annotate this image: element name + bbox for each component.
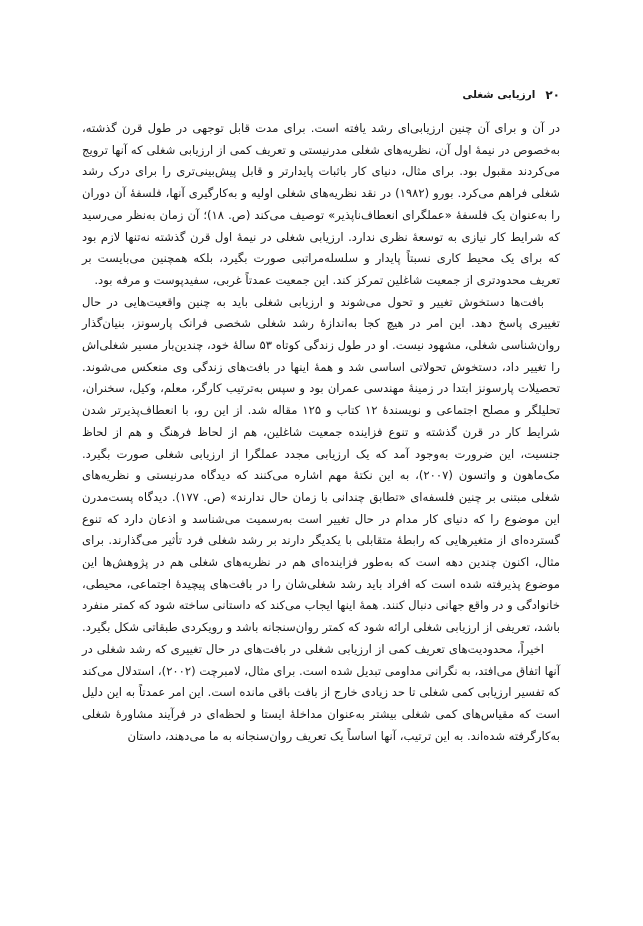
paragraph-2: بافت‌ها دستخوش تغییر و تحول می‌شوند و ارزیابی شغلی باید به چنین واقعیت‌هایی در حال تغییری پاسخ دهد. این امر در هیچ کجا به‌اندازهٔ رشد شغلی شخصی فرانک پارسونز، بنیان‌گذار روان‌شناسی شغلی، مشهود نیست. او در طول زندگی کوتاه ۵۳ سالهٔ خود، چندین‌بار مسیر شغلی‌اش را تغییر داد، دستخوش تحولاتی اساسی شد و همهٔ اینها در بافت‌های زندگی وی منعکس می‌شوند. تحصیلات پارسونز ابتدا در زمینهٔ مهندسی عمران بود و سپس به‌ترتیب کارگر، معلم، وکیل، سخنران، تحلیلگر و مصلح اجتماعی و نویسندهٔ ۱۲ کتاب و ۱۲۵ مقاله شد. از این رو، با انعطاف‌پذیرتر شدن شرایط کار در قرن گذشته و تنوع فزاینده جمعیت شاغلین، هم از لحاظ فرهنگ و هم از لحاظ جنسیت، این ضرورت به‌وجود آمد که یک ارزیابی مجدد عملگرا از ارزیابی شغلی صورت بگیرد. مک‌ماهون و واتسون (۲۰۰۷)، به این نکتهٔ مهم اشاره می‌کنند که دیدگاه مدرنیستی و نظریه‌های شغلی مبتنی بر چنین فلسفه‌ای «تطابق چندانی با زمان حال ندارند» (ص. ۱۷۷). دیدگاه پست‌مدرن این موضوع را که دنیای کار مدام در حال تغییر است به‌رسمیت می‌شناسد و اذعان دارد که تنوع گسترده‌ای از متغیرهایی که رابطهٔ متقابلی با یکدیگر دارند بر رشد شغلی فرد تأثیر می‌گذارند. برای مثال، اکنون چندین دهه است که به‌طور فزاینده‌ای هم در نظریه‌های شغلی هم در پژوهش‌ها این موضوع پذیرفته شده است که افراد باید رشد شغلی‌شان را در بافت‌های پیچیدهٔ اجتماعی، محیطی، خانوادگی و در واقع جهانی دنبال کنند. همهٔ اینها ایجاب می‌کند که داستانی ساخته شود که کمتر منفرد باشد، تعریفی از ارزیابی شغلی ارائه شود که کمتر روان‌سنجانه باشد و رویکردی طبقاتی شکل بگیرد. xyxy=(82,294,561,635)
running-title: ارزیابی شغلی xyxy=(462,89,536,101)
paragraph-3: اخیراً، محدودیت‌های تعریف کمی از ارزیابی شغلی در بافت‌های در حال تغییری که رشد شغلی در آنها اتفاق می‌افتد، به نگرانی مداومی تبدیل شده است. برای مثال، لامبرچت (۲۰۰۲)، استدلال می‌کند که تفسیر ارزیابی کمی شغلی تا حد زیادی خارج از بافت باقی مانده است. این امر عمدتاً به این دلیل است که مقیاس‌های کمی شغلی بیشتر به‌عنوان مداخلهٔ ایستا و لحظه‌ای در فرآیند مشاورهٔ شغلی به‌کارگرفته شده‌اند. به این ترتیب، آنها اساساً یک تعریف روان‌سنجانه به ما می‌دهند، داستان xyxy=(82,641,560,743)
body-text xyxy=(82,118,560,747)
page-header xyxy=(83,86,560,104)
page-number: ۲۰ xyxy=(545,88,560,102)
paragraph-1: در آن و برای آن چنین ارزیابی‌ای رشد یافته است. برای مدت قابل توجهی در طول قرن گذشته، به‌خصوص در نیمهٔ اول آن، نظریه‌های شغلی مدرنیستی و تعریف کمی از ارزیابی شغلی که آنها ترویج می‌کردند مقبول بود. برای مثال، دنیای کار باثبات پایدارتر و قابل پیش‌بینی‌تری را برای درک رشد شغلی فراهم می‌کرد. بورو (۱۹۸۲) در نقد نظریه‌های شغلی اولیه و به‌کارگیری آنها، فلسفهٔ آن دوران را به‌عنوان یک فلسفهٔ «عملگرای انعطاف‌ناپذیر» توصیف می‌کند (ص. ۱۸)؛ آن زمان به‌نظر می‌رسید که شرایط کار نیازی به توسعهٔ نظری ندارد. ارزیابی شغلی در نیمهٔ اول قرن گذشته نه‌تنها لازم بود که برای یک محیط کاری نسبتاً پایدار و سلسله‌مراتبی صورت بگیرد، بلکه همچنین می‌بایست بر تعریف محدودتری از جمعیت شاغلین تمرکز کند. این جمعیت عمدتاً غربی، سفیدپوست و مرفه بود. xyxy=(82,121,561,287)
